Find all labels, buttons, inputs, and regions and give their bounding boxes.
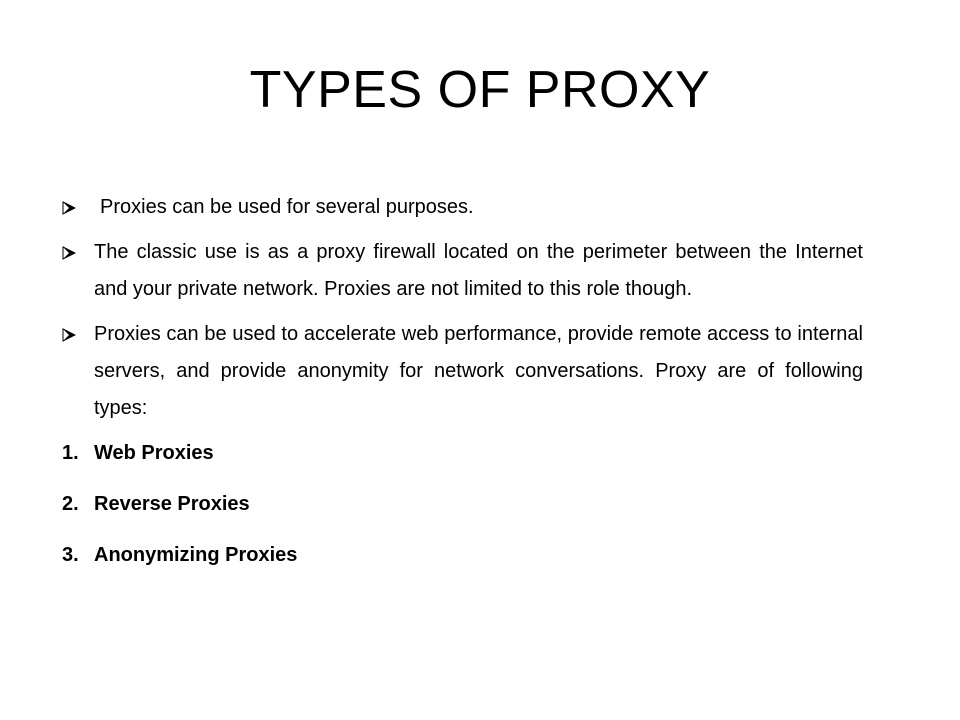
bullet-item bbox=[62, 316, 863, 427]
bullet-item bbox=[62, 189, 863, 226]
list-number: 2. bbox=[62, 493, 79, 515]
proxy-type-label: Anonymizing Proxies bbox=[94, 544, 298, 566]
arrow-bullet-icon bbox=[62, 189, 94, 226]
arrow-bullet-icon bbox=[62, 234, 94, 271]
proxy-type-item bbox=[62, 486, 863, 523]
bullet-text: The classic use is as a proxy firewall located on the perimeter between the Internet and your private network. Proxies are not limited to this role though. bbox=[94, 241, 863, 300]
bullet-item bbox=[62, 234, 863, 308]
proxy-type-item bbox=[62, 537, 863, 574]
list-number: 3. bbox=[62, 544, 79, 566]
list-number: 1. bbox=[62, 442, 79, 464]
proxy-type-item bbox=[62, 435, 863, 472]
arrow-bullet-icon bbox=[62, 316, 94, 353]
proxy-type-label: Reverse Proxies bbox=[94, 493, 250, 515]
bullet-text: Proxies can be used to accelerate web performance, provide remote access to internal servers, and provide anonymity for network conversations. Proxy are of following types: bbox=[94, 323, 863, 419]
bullet-text: Proxies can be used for several purposes. bbox=[100, 196, 474, 218]
slide-title: TYPES OF PROXY bbox=[249, 61, 711, 119]
slide-content bbox=[62, 189, 863, 588]
proxy-type-label: Web Proxies bbox=[94, 442, 214, 464]
